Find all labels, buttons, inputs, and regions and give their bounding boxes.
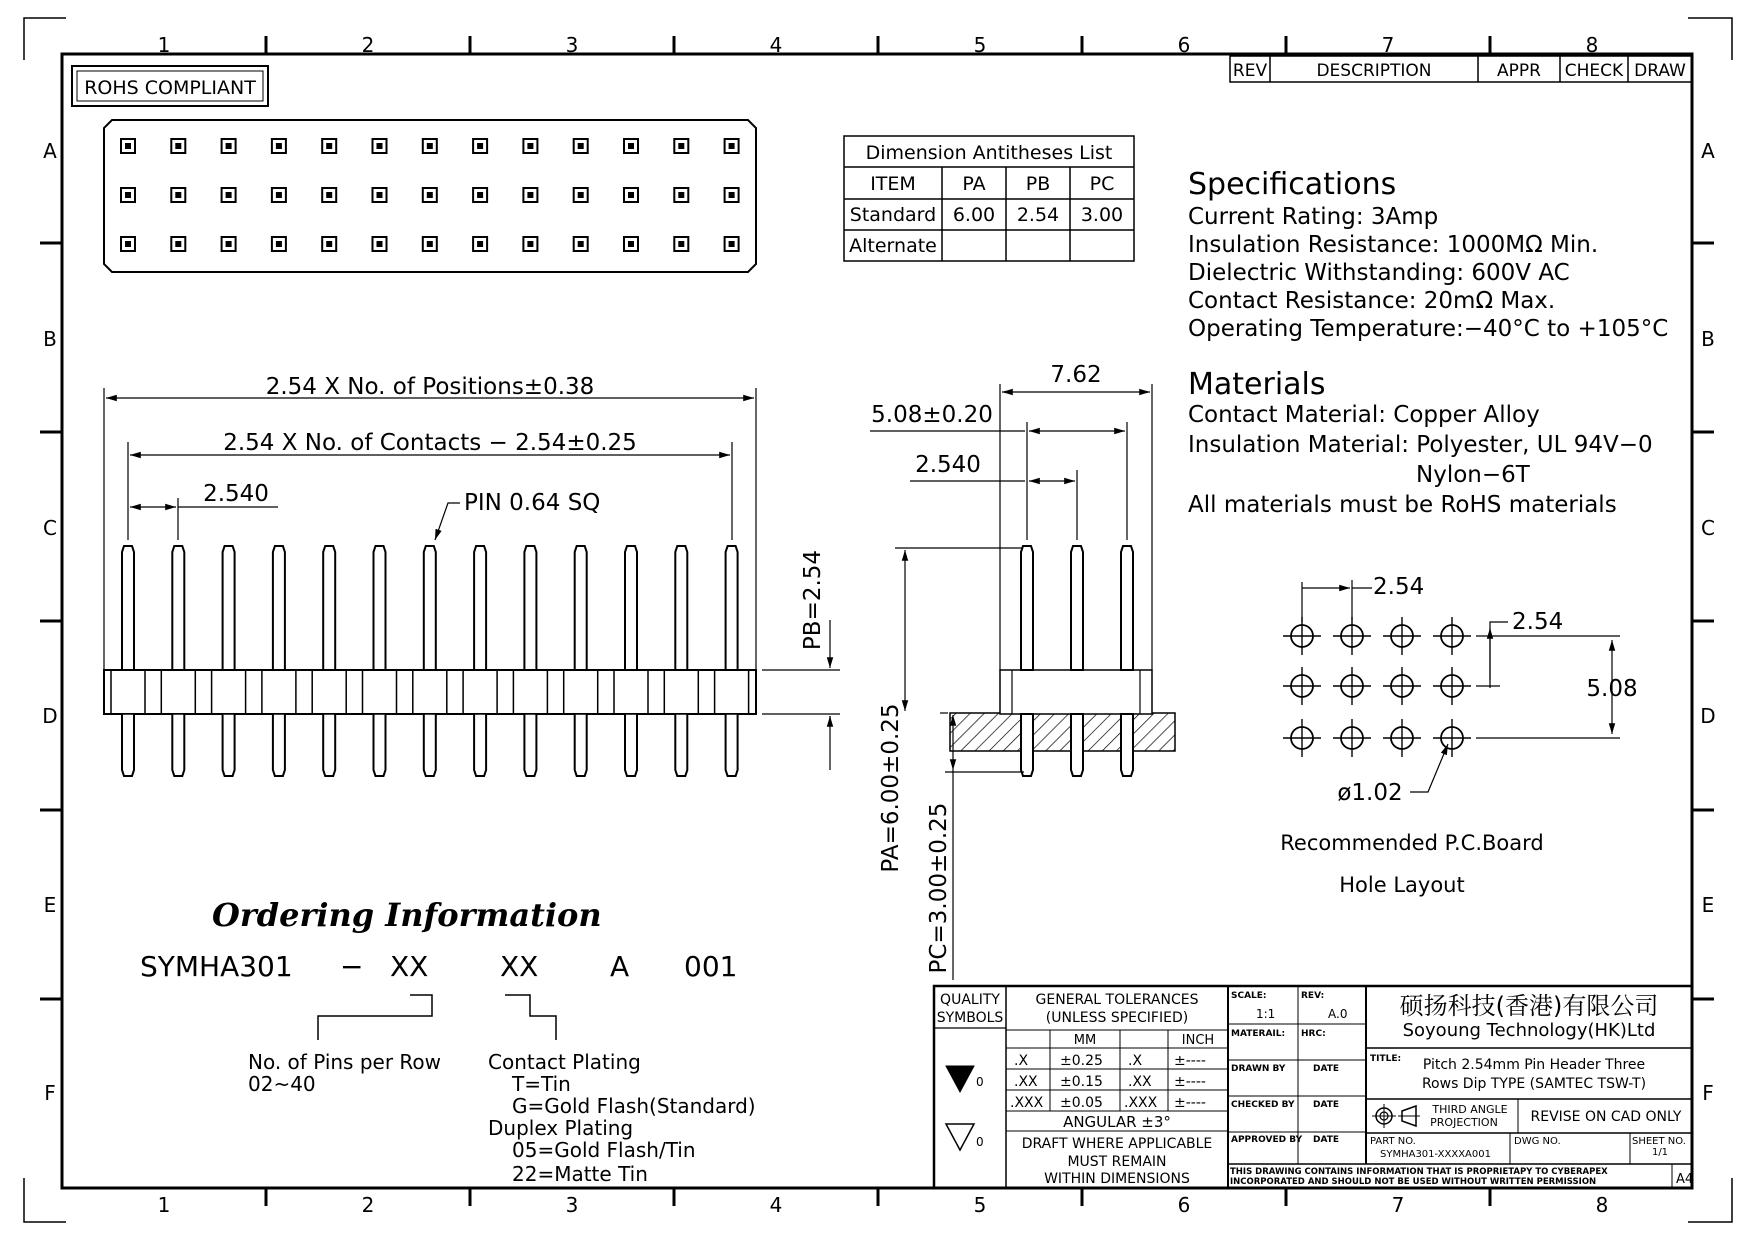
tol-key: .XX [1014,1074,1038,1090]
plating-tin: T=Tin [512,1072,571,1096]
pin-cell [413,670,447,714]
pin-lower [575,714,587,776]
table-header: PC [1089,173,1115,195]
pcb-dim-v: 2.54 [1512,609,1564,635]
rohs-text: ROHS COMPLIANT [84,77,256,99]
pin-square-center [628,143,634,149]
col-label-bottom: 1 [157,1193,171,1217]
table-header: PB [1025,173,1051,195]
sheet-value: 1/1 [1651,1147,1669,1158]
table-header: ITEM [870,173,916,195]
row-label-right: F [1702,1081,1714,1105]
plating-gold: G=Gold Flash(Standard) [512,1094,756,1118]
side-pin-lower [1071,714,1083,776]
drawing-title-1: Pitch 2.54mm Pin Header Three [1422,1057,1646,1073]
pin-upper [575,546,587,670]
tol-key: .XXX [1124,1095,1158,1111]
pin-lower [122,714,134,776]
sheet-label: SHEET NO. [1632,1136,1686,1147]
pin-square-center [628,241,634,247]
spec-line: Insulation Resistance: 1000MΩ Min. [1188,232,1599,258]
pin-upper [172,546,184,670]
pin-square-center [175,192,181,198]
pin-lower [474,714,486,776]
col-label-top: 5 [973,33,987,57]
pin-lower [675,714,687,776]
pin-square-center [226,192,232,198]
table-cell: 3.00 [1080,204,1124,226]
pin-cell [262,670,296,714]
pin-upper [374,546,386,670]
quality-symbol-1: 0 [976,1075,984,1089]
dim-positions: 2.54 X No. of Positions±0.38 [265,374,595,400]
pin-square-center [678,241,684,247]
pin-cell [111,670,145,714]
pin-square-center [326,192,332,198]
pin-lower [424,714,436,776]
specifications-heading: Specifications [1188,167,1397,202]
projection-2: PROJECTION [1430,1116,1498,1129]
general-tolerances: GENERAL TOLERANCES [1035,992,1199,1008]
col-label-top: 3 [565,33,579,57]
spec-line: Operating Temperature:−40°C to +105°C [1188,316,1669,342]
row-label-right: D [1700,704,1716,728]
pcb-hole-layout [1280,574,1637,897]
pin-lower [273,714,285,776]
part-no-label: PART NO. [1370,1136,1416,1147]
tol-key: .XX [1128,1074,1152,1090]
part-dash: − [340,950,364,983]
row-label-left: F [44,1081,56,1105]
plating-heading: Contact Plating [488,1050,641,1074]
table-header: PA [962,173,986,195]
col-label-bottom: 6 [1177,1193,1191,1217]
tol-value: ±---- [1174,1074,1206,1090]
rev-value: A.0 [1328,1007,1348,1021]
pb-label: PB=2.54 [800,549,826,651]
pin-square-center [477,241,483,247]
dim-2-540: 2.540 [915,452,981,478]
pin-square-center [678,192,684,198]
top-view-pins [121,139,739,251]
row-label-left: C [43,516,57,540]
pin-square-center [276,143,282,149]
spec-line: Contact Resistance: 20mΩ Max. [1188,288,1556,314]
dim-7-62: 7.62 [1050,362,1102,388]
col-label-bottom: 8 [1595,1193,1609,1217]
pin-square-center [427,143,433,149]
row-label-right: E [1701,893,1715,917]
dim-contacts: 2.54 X No. of Contacts − 2.54±0.25 [223,430,637,456]
approved-by: APPROVED BY [1231,1135,1303,1145]
rev-label: REV: [1301,991,1325,1001]
col-label-top: 6 [1177,33,1191,57]
pin-square-center [527,241,533,247]
pcb-dim-h: 2.54 [1373,574,1425,600]
pin-cell [614,670,648,714]
front-view-pins [104,546,756,776]
draft-note-2: MUST REMAIN [1067,1154,1167,1170]
pin-cell [513,670,547,714]
material-line: All materials must be RoHS materials [1188,492,1617,518]
draft-note-1: DRAFT WHERE APPLICABLE [1021,1136,1213,1152]
pin-lower [323,714,335,776]
pins-range: 02~40 [248,1072,316,1096]
part-seg-a: A [610,950,630,983]
pin-lower [726,714,738,776]
pin-upper [474,546,486,670]
pin-cell [715,670,749,714]
pin-square-center [175,143,181,149]
pin-square-center [175,241,181,247]
pin-cell [564,670,598,714]
sheet-size: A4 [1676,1172,1694,1187]
pin-square-center [578,241,584,247]
rev-header: REV [1232,61,1268,81]
pin-square-center [276,241,282,247]
row-label-left: E [43,893,57,917]
tol-key: .X [1014,1053,1029,1069]
dim-5-08: 5.08±0.20 [871,402,993,428]
angular-tolerance: ANGULAR ±3° [1063,1113,1171,1131]
pin-square-center [427,192,433,198]
pin-upper [122,546,134,670]
pcb-holes [1283,617,1471,757]
tol-value: ±---- [1174,1095,1206,1111]
tol-value: ±---- [1174,1053,1206,1069]
appr-header: APPR [1497,61,1541,81]
ordering-heading: Ordering Information [212,896,602,934]
title-label: TITLE: [1370,1054,1402,1064]
pin-square-center [729,241,735,247]
approved-date: DATE [1313,1135,1340,1145]
table-cell: 2.54 [1016,204,1060,226]
col-label-top: 1 [157,33,171,57]
ordering-information [140,896,756,1186]
draw-header: DRAW [1634,61,1686,81]
scale-label: SCALE: [1231,991,1267,1001]
drawing-title-2: Rows Dip TYPE (SAMTEC TSW-T) [1421,1076,1647,1092]
spec-line: Dielectric Withstanding: 600V AC [1188,260,1570,286]
pin-upper [625,546,637,670]
col-label-top: 2 [361,33,375,57]
col-label-bottom: 4 [769,1193,783,1217]
part-base: SYMHA301 [140,950,293,983]
material-label: MATERAIL: [1231,1029,1286,1039]
drawn-by: DRAWN BY [1231,1064,1286,1074]
checked-date: DATE [1313,1100,1340,1110]
side-pin-upper [1071,546,1083,670]
checked-by: CHECKED BY [1231,1100,1295,1110]
material-line: Nylon−6T [1416,462,1530,488]
pin-square-center [125,192,131,198]
pa-label: PA=6.00±0.25 [878,703,904,873]
pin-upper [726,546,738,670]
rohs-badge [72,66,268,106]
pin-square-center [326,241,332,247]
col-label-top: 7 [1381,33,1395,57]
pin-square-center [226,241,232,247]
pin-cell [212,670,246,714]
pin-square-center [377,192,383,198]
pin-upper [424,546,436,670]
material-line: Insulation Material: Polyester, UL 94V−0 [1188,432,1653,458]
tol-key: .XXX [1010,1095,1044,1111]
material-line: Contact Material: Copper Alloy [1188,402,1540,428]
pcb-caption-2: Hole Layout [1339,873,1465,897]
pin-square-center [226,143,232,149]
symbols-label: SYMBOLS [936,1010,1004,1026]
notice-line-2: INCORPORATED AND SHOULD NOT BE USED WITHOUT WRITTEN PERMISSION [1230,1177,1597,1187]
row-label-right: B [1701,327,1715,351]
tol-value: ±0.25 [1060,1053,1103,1069]
draft-note-3: WITHIN DIMENSIONS [1044,1171,1190,1187]
pin-square-center [527,143,533,149]
pin-lower [625,714,637,776]
table-cell: Standard [849,204,937,226]
dim-pitch: 2.540 [203,481,269,507]
part-seg-001: 001 [684,950,738,983]
tol-key: .X [1128,1053,1143,1069]
pcb-dim-5-08: 5.08 [1586,676,1638,702]
pin-square-center [729,143,735,149]
row-label-left: A [43,139,57,163]
inch-header: INCH [1181,1033,1215,1048]
col-label-top: 4 [769,33,783,57]
pin-upper [273,546,285,670]
row-label-left: D [42,704,58,728]
pin-square-center [125,241,131,247]
pins-label: No. of Pins per Row [248,1050,441,1074]
pin-square-center [125,143,131,149]
pin-upper [675,546,687,670]
side-pin-lower [1121,714,1133,776]
pin-square-center [377,143,383,149]
side-pin-upper [1021,546,1033,670]
pin-square-center [377,241,383,247]
pc-label: PC=3.00±0.25 [926,802,952,974]
pin-square-center [527,192,533,198]
pin-upper [524,546,536,670]
pin-square-center [477,192,483,198]
pin-lower [524,714,536,776]
scale-value: 1:1 [1256,1007,1276,1021]
col-label-bottom: 5 [973,1193,987,1217]
pin-upper [223,546,235,670]
specifications [1188,167,1668,342]
part-no-value: SYMHA301-XXXXA001 [1380,1149,1491,1160]
pin-square-center [628,192,634,198]
quality-symbol-2: 0 [976,1135,984,1149]
duplex-05: 05=Gold Flash/Tin [512,1138,696,1162]
duplex-22: 22=Matte Tin [512,1162,648,1186]
tol-value: ±0.15 [1060,1074,1103,1090]
pin-square-center [578,192,584,198]
row-label-left: B [43,327,57,351]
pin-callout: PIN 0.64 SQ [464,490,601,516]
table-cell: Alternate [849,235,937,257]
dimension-table-title: Dimension Antitheses List [865,142,1113,164]
col-label-top: 8 [1585,33,1599,57]
pcb-caption-1: Recommended P.C.Board [1280,831,1544,855]
materials-heading: Materials [1188,367,1326,402]
row-label-right: A [1701,139,1715,163]
dwg-no-label: DWG NO. [1514,1136,1561,1147]
mm-header: MM [1073,1033,1097,1048]
revise-note: REVISE ON CAD ONLY [1530,1109,1682,1125]
pin-square-center [578,143,584,149]
part-seg-plating: XX [500,950,539,983]
unless-specified: (UNLESS SPECIFIED) [1045,1010,1189,1026]
top-view [104,120,756,272]
tol-value: ±0.05 [1060,1095,1103,1111]
pin-cell [664,670,698,714]
col-label-bottom: 7 [1391,1193,1405,1217]
pin-cell [363,670,397,714]
pin-square-center [276,192,282,198]
pin-upper [323,546,335,670]
col-label-bottom: 2 [361,1193,375,1217]
row-label-right: C [1701,516,1715,540]
pin-lower [374,714,386,776]
col-label-bottom: 3 [565,1193,579,1217]
duplex-heading: Duplex Plating [488,1116,634,1140]
pin-lower [223,714,235,776]
pin-lower [172,714,184,776]
hole-diameter: ø1.02 [1337,780,1403,806]
notice-line-1: THIS DRAWING CONTAINS INFORMATION THAT IS PROPRIETAPY TO CYBERAPEX [1230,1167,1608,1177]
spec-line: Current Rating: 3Amp [1188,204,1439,230]
check-header: CHECK [1564,61,1624,81]
side-pin-upper [1121,546,1133,670]
part-seg-pins: XX [390,950,429,983]
company-cn: 硕扬科技(香港)有限公司 [1399,992,1659,1020]
pin-square-center [678,143,684,149]
materials [1188,367,1653,518]
description-header: DESCRIPTION [1316,61,1432,81]
side-pin-lower [1021,714,1033,776]
company-en: Soyoung Technology(HK)Ltd [1402,1020,1656,1041]
drawn-date: DATE [1313,1064,1340,1074]
hrc-label: HRC: [1301,1029,1326,1039]
front-housing [104,670,756,714]
pin-square-center [477,143,483,149]
pin-square-center [326,143,332,149]
side-view [870,362,1175,980]
front-view [104,374,840,776]
projection-1: THIRD ANGLE [1432,1103,1508,1116]
pin-cell [312,670,346,714]
quality-label: QUALITY [940,992,1000,1008]
table-cell: 6.00 [952,204,996,226]
pin-square-center [729,192,735,198]
pin-cell [161,670,195,714]
pin-square-center [427,241,433,247]
pin-cell [463,670,497,714]
